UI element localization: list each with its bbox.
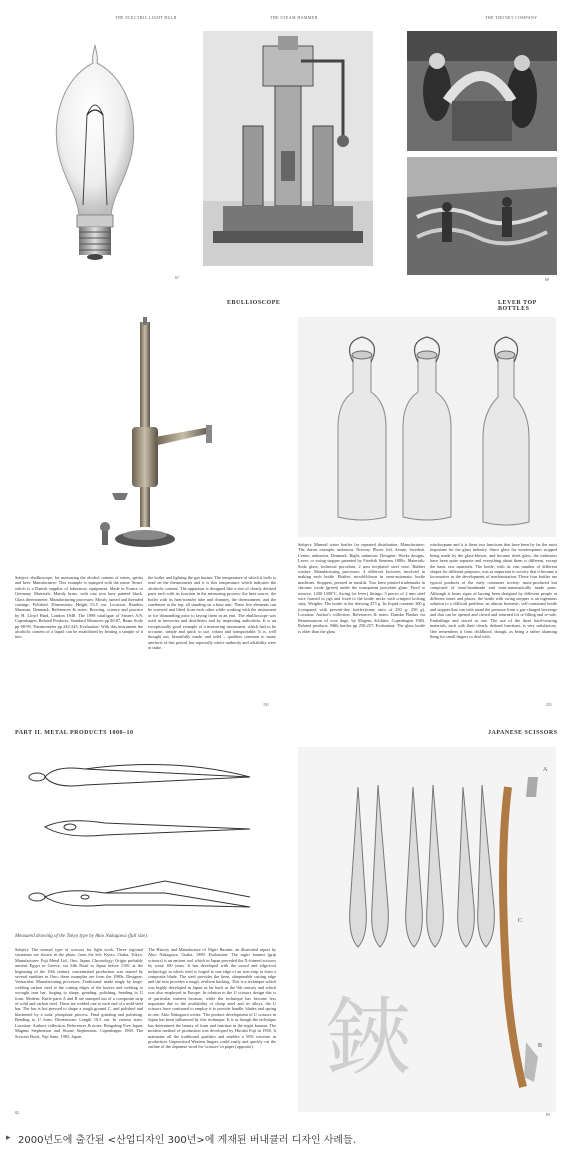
thonet-workshop-photo-top [407,31,557,151]
lever-top-bottles-photo [298,317,556,537]
image-caption-bar [0,1126,570,1172]
label-b: B [538,1043,543,1049]
page-number: 67 [175,275,179,280]
text-column-1: Subject: Mineral water bottles for repeated distribution. Manufacturer: The drawn example, unknown. Norway. Photo: left, Aerate, Swedish. Centre, unknown, Denmark. Right, unknown. Designer: Works designs. Lever, or swing stopper patented by Friedrik Siemens 1880s. Materials: Soda glass, technical porcelain, 2 mm tin-plated steel wire. Rubber washer. Manufacturing processes: 4 different factories involved in making each bottle. Bottles: mould-blown in semi-automatic bottle machines. Stoppers, pressed in moulds. Two have printed trademarks in chromic oxide (green) under the transparent porcelain glaze. Fired to remove, 1200-1300°C. Swing (or lever) fittings: 5 pieces of 2 mm steel wire formed in jigs and fixed to the bottle necks with crimped locking strip. Weights: The bottle in the drawing 475 g. Its liquid contents 300 g (compared with present-day bottles)some ratio of 250 g: 250 g). Location: Author's collection. References & notes: Danske Flasker fra Renaessancen til vore dage, by Mogens Schlüter, Copenhagen 1984. Related products: Milk bottles pp 256-257. Evaluation: The glass bottle is older than the glass [298,542,425,634]
light-bulb-photo [35,35,155,275]
image-caption: 2000년도에 출간된 <산업디자인 300년>에 게재된 버내큘러 디자인 사례들. [18,1135,356,1146]
page-title: EBULLIOSCOPE [227,300,280,306]
text-column-2: windowpane and it is these two functions that have been by far the most important for the glass industry. Since glass for windowpanes stopped being made by the glass-blower, and became sheet glass, the industries have been quite separate and everything about them is different, except the basic raw materials. The bottle, with its vast number of different shapes for different purposes, was as important to society that it became a locomotive in the development of mechanisation. These four bottles are typical products of the early consumer society: mass-produced but composed of semi-handmade and semi-automatically made parts. Although it bears signs of having been designed by different people at different times and places, the bottle with swing stopper is an ingenious solution to a difficult problem: an almost hermetic, self-contained bottle and stopper that can with stand the pressure from a gas-charged beverage and that can be opened and closed and returned for re-filling and re-sale. Embaillage and stored in one. The use of the three hard-wearing materials, each with their clearly defined functions, is very satisfactory. One remembers it from childhood, though, as being a rather alarming thing for small fingers to deal with. [430,542,557,639]
page-number: 69 [545,277,549,282]
page-number: 251 [546,702,552,707]
text-column-1: Subject: The normal type of scissors for light work. Three regional variations are shown in the photo, from the left: Kyoto, Osaka, Tokyo. Manufacturer: Fuji Metal Ltd., Ono, Japan. Chronology: Origin probably ancient Egypt or Greece, via Silk Road to Japan before 1100, at the beginning of the 19th century concentrated production was started by several smithies in Ono; these examples are from the 1980s. Designer: Vernacular. Manufacturing processes: Traditional: made singly by forge-welding carbon steel to the cutting edges of the knives and welding to wrought iron bar, forging to shape, grinding, polishing, bending to U form. Modern: Knife parts A and B are stamped out of a composite strip of solid and carbon steel. These are welded one to each end of a mild steel bar. The bar is hot pressed to shape a rough ground C, and polished and blackened by a soda, phosphate process. Final grinding and polishing. Bending to U form. Dimensions: Length 10.5 cm. In various sizes. Location: Authors collection. References & notes: Bengalrng Free Japan, Magnus Stephenson and Sisone Stephenson, Copenhagen 1969. The Scissors Book, Yuji Sano, 1983, Japan. [15,947,143,1039]
text-column-2: the boiler and lighting the gas burner. The temperature at which it boils is read on the thermometer and it is this temperature which indicates the alcoholic content. The apparatus is designed like a tree of clearly defined parts each with its function in the measuring process: the heat source, the boiler with its heat-transfer tube and chimney, the thermometer, and the condenser at the top, all standing on a base unit. These five elements can be screwed and lifted from each other while working with the instrument or for dismantling prior to laying them in an etui. The ebullioscope was used in breweries and distilleries and by inspecting authorities. It is an exceptionally good example of a measuring instrument, which had to be accurate, simple and quick to use, robust and transportable. It is, well thought out, beautifully made, and solid – qualities common to many artefacts of this period, but especially where authority and reliability were at stake. [148,575,276,651]
scissors-measured-drawing [25,747,265,927]
running-head: THE THONET COMPANY [485,15,538,20]
middle-page-left [5,292,280,717]
bottom-page-right [288,722,565,1122]
page-title: LEVER TOP BOTTLES [498,300,537,312]
page-number: 82 [15,1110,19,1115]
japanese-scissors-photo [298,747,556,1112]
label-c: C [518,918,523,924]
thonet-workshop-photo-bottom [407,157,557,275]
label-a: A [543,767,548,773]
top-page-right [385,5,565,287]
bottom-page-left [5,722,280,1122]
caption-bullet-icon: ▸ [6,1133,11,1143]
running-head: THE ELECTRIC LIGHT BULB [115,15,177,20]
top-page-left [5,5,190,287]
figure-caption: Measured drawing of the Tokyo type by Akio Nakagawa (full size). [15,934,148,939]
text-column-1: Subject: ebullioscope, for measuring the alcohol content of wines, spirits and beer. Manufacturer: This example is stamped with the name 'Strurs' which is a Danish supplier of laboratory equipment. Made in France or Germany. Materials: Mainly brass, with cast iron base painted black. Glass thermometer. Manufacturing processes: Mostly turned and threaded castings. Polished. Dimensions: Height 55.5 cm. Location: Randers Museum, Denmark. References & notes: Brewing, science and practice by H. Lloyd Hind, London 1948. The 1898 catalogue of Struers A/S, Copenhagen. Related Products: Standard Measures pp 86-87, Beam Scale pp 98-99, Thermometer pp 242-243. Evaluation: With this instrument the alcoholic content of a liquid can be established by heating a sample of it into [15,575,143,640]
page-title: JAPANESE SCISSORS [488,730,558,736]
text-column-2: The History and Manufacture of Nigiri Basami, an illustrated report by Akio Nakagawa, Osaka, 1989. Evaluation: The nigiri basami (grip scissors) is an ancient tool which in Japan preceded the X-formed scissors by some 100 years. It has developed with the sword and edge-tool technology in which steel is forged to one edge of an iron strip to form a composite blade. The steel provides the keen, sharpenable cutting edge and the iron provides a tough, resilient backing. This is a technique which was highly developed in Japan as far back as the 9th century and which was also employed in Europe. In relation to the U scissors design this is of particular interest because, while the technique has become less important due to the availability of cheap steel and its alloys, the U scissors have continued to employ it to provide handle, blades and spring in one. Akio Nakagawa writes: 'The product development of U scissors in Japan has been influenced by this technique. It is as though the technique has determined the beauty of form and function in the nigiri basami. The modern method of production was developed by Hiroshi Fuji in 1950. It maintains all the traditional qualities and enables a 50% increase in production. Unpractised Western fingers could easily and quickly cut the outline of the Japanese word for 'scissors' in paper (opposite). [148,947,276,1050]
kanji-cutout: 鋏 [326,989,412,1088]
ebullioscope-photo [70,317,220,567]
running-head: THE STEAM HAMMER [270,15,318,20]
page-number: 191 [263,702,269,707]
top-page-center [195,5,380,287]
page-number: 83 [546,1112,550,1117]
middle-page-right [288,292,565,717]
part-header: PART II. METAL PRODUCTS 1800–10 [15,730,134,736]
steam-hammer-photo [203,31,373,266]
